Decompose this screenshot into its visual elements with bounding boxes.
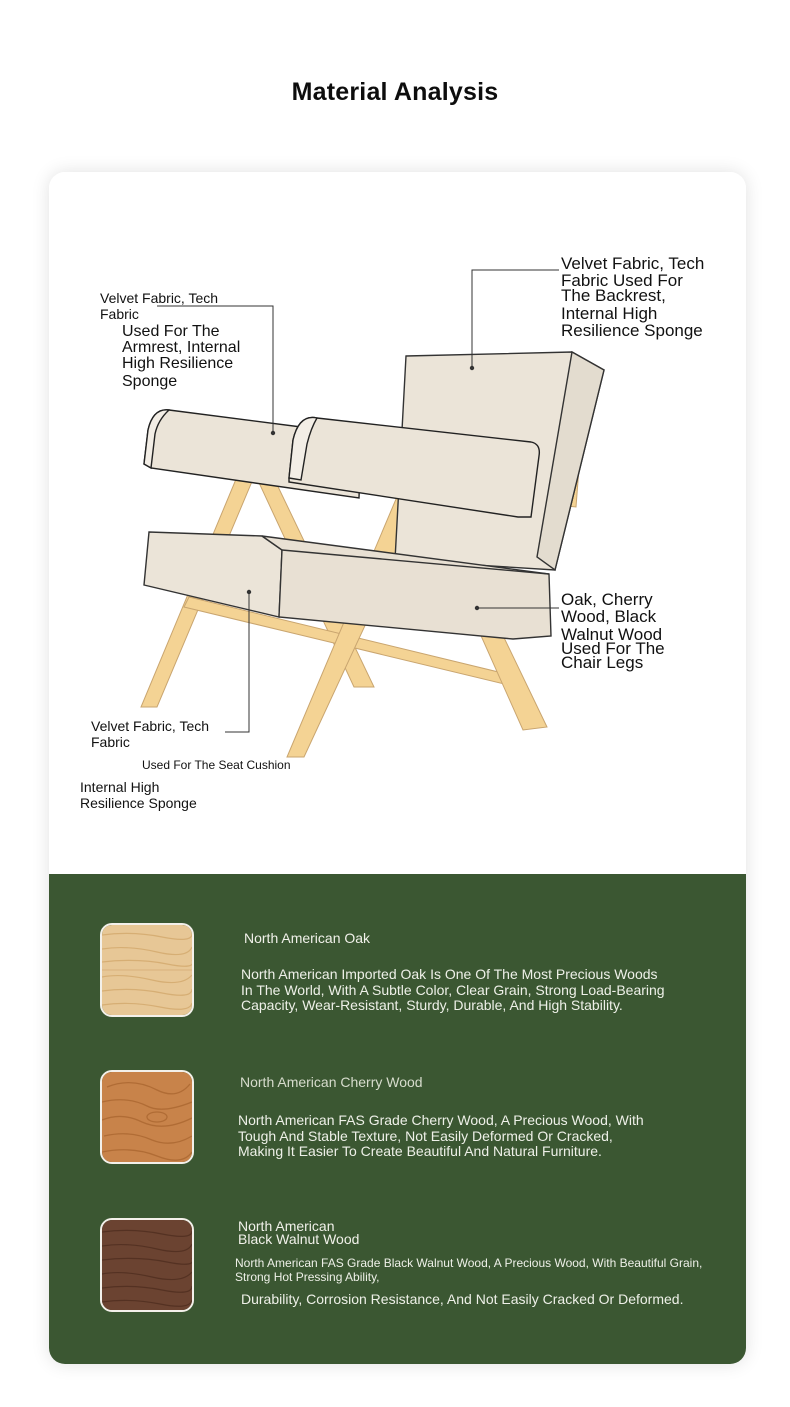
legs-callout-line: Used For The (561, 639, 665, 658)
backrest-callout (561, 255, 704, 339)
legs-callout-line: Oak, Cherry (561, 590, 653, 609)
legs-callout-line: Wood, Black (561, 607, 657, 626)
material-name (238, 1220, 359, 1246)
material-description (241, 1292, 683, 1308)
cherry-wood-swatch (100, 1070, 194, 1164)
material-description (235, 1256, 702, 1284)
backrest-callout-line: Fabric Used For (561, 271, 683, 290)
armrest-callout (100, 290, 240, 390)
walnut-wood-swatch (100, 1218, 194, 1312)
armrest-callout-line: Armrest, Internal (122, 339, 241, 356)
material-description-line: North American Imported Oak Is One Of The Most Precious Woods (241, 966, 658, 982)
seat-callout-sponge (80, 779, 197, 811)
materials-panel (49, 874, 746, 1364)
oak-grain-texture (102, 925, 192, 1015)
backrest-callout-line: The Backrest, (561, 286, 666, 305)
seat-callout-line: Fabric (91, 734, 130, 750)
seat-callout-line: Resilience Sponge (80, 795, 197, 811)
material-description-line: Capacity, Wear-Resistant, Sturdy, Durable, And High Stability. (241, 997, 623, 1013)
cherry-grain-texture (102, 1072, 192, 1162)
material-description (241, 967, 665, 1014)
material-card (49, 172, 746, 1364)
material-description-line: Strong Hot Pressing Ability, (235, 1270, 380, 1284)
seat-callout (91, 718, 291, 772)
seat-callout-line: Used For The Seat Cushion (142, 758, 291, 772)
legs-callout (561, 591, 665, 671)
backrest-callout-line: Internal High (561, 304, 658, 323)
armrest-callout-line: High Resilience (122, 355, 234, 372)
seat-callout-line: Velvet Fabric, Tech (91, 718, 210, 734)
material-description-line: In The World, With A Subtle Color, Clear Grain, Strong Load-Bearing (241, 981, 665, 998)
oak-wood-swatch (100, 923, 194, 1017)
armrest-callout-line: Used For The (122, 323, 220, 340)
chair-illustration-area (49, 172, 746, 874)
armrest-callout-line: Fabric (100, 306, 139, 322)
material-name: North American Oak (244, 930, 371, 946)
material-description-line: Durability, Corrosion Resistance, And Not Easily Cracked Or Deformed. (241, 1291, 684, 1307)
material-name-line: Black Walnut Wood (238, 1231, 360, 1247)
legs-callout-line: Walnut Wood (561, 625, 663, 644)
material-description (238, 1113, 644, 1160)
material-description-line: Tough And Stable Texture, Not Easily Deformed Or Cracked, (238, 1127, 613, 1144)
armrest-callout-line: Velvet Fabric, Tech (100, 290, 219, 306)
backrest-callout-line: Resilience Sponge (561, 321, 703, 340)
material-description-line: Making It Easier To Create Beautiful And Natural Furniture. (238, 1143, 602, 1159)
armrest-callout-line: Sponge (122, 373, 178, 390)
walnut-grain-texture (102, 1220, 192, 1310)
material-name: North American Cherry Wood (240, 1074, 423, 1090)
page-title: Material Analysis (291, 78, 499, 106)
backrest-callout-line: Velvet Fabric, Tech (561, 254, 705, 273)
seat-callout-line: Internal High (80, 779, 160, 795)
legs-callout-line: Chair Legs (561, 653, 644, 672)
material-description-line: North American FAS Grade Black Walnut Wood, A Precious Wood, With Beautiful Grain, (235, 1256, 703, 1270)
material-name-line: North American (238, 1218, 335, 1234)
material-description-line: North American FAS Grade Cherry Wood, A Precious Wood, With (238, 1112, 644, 1128)
